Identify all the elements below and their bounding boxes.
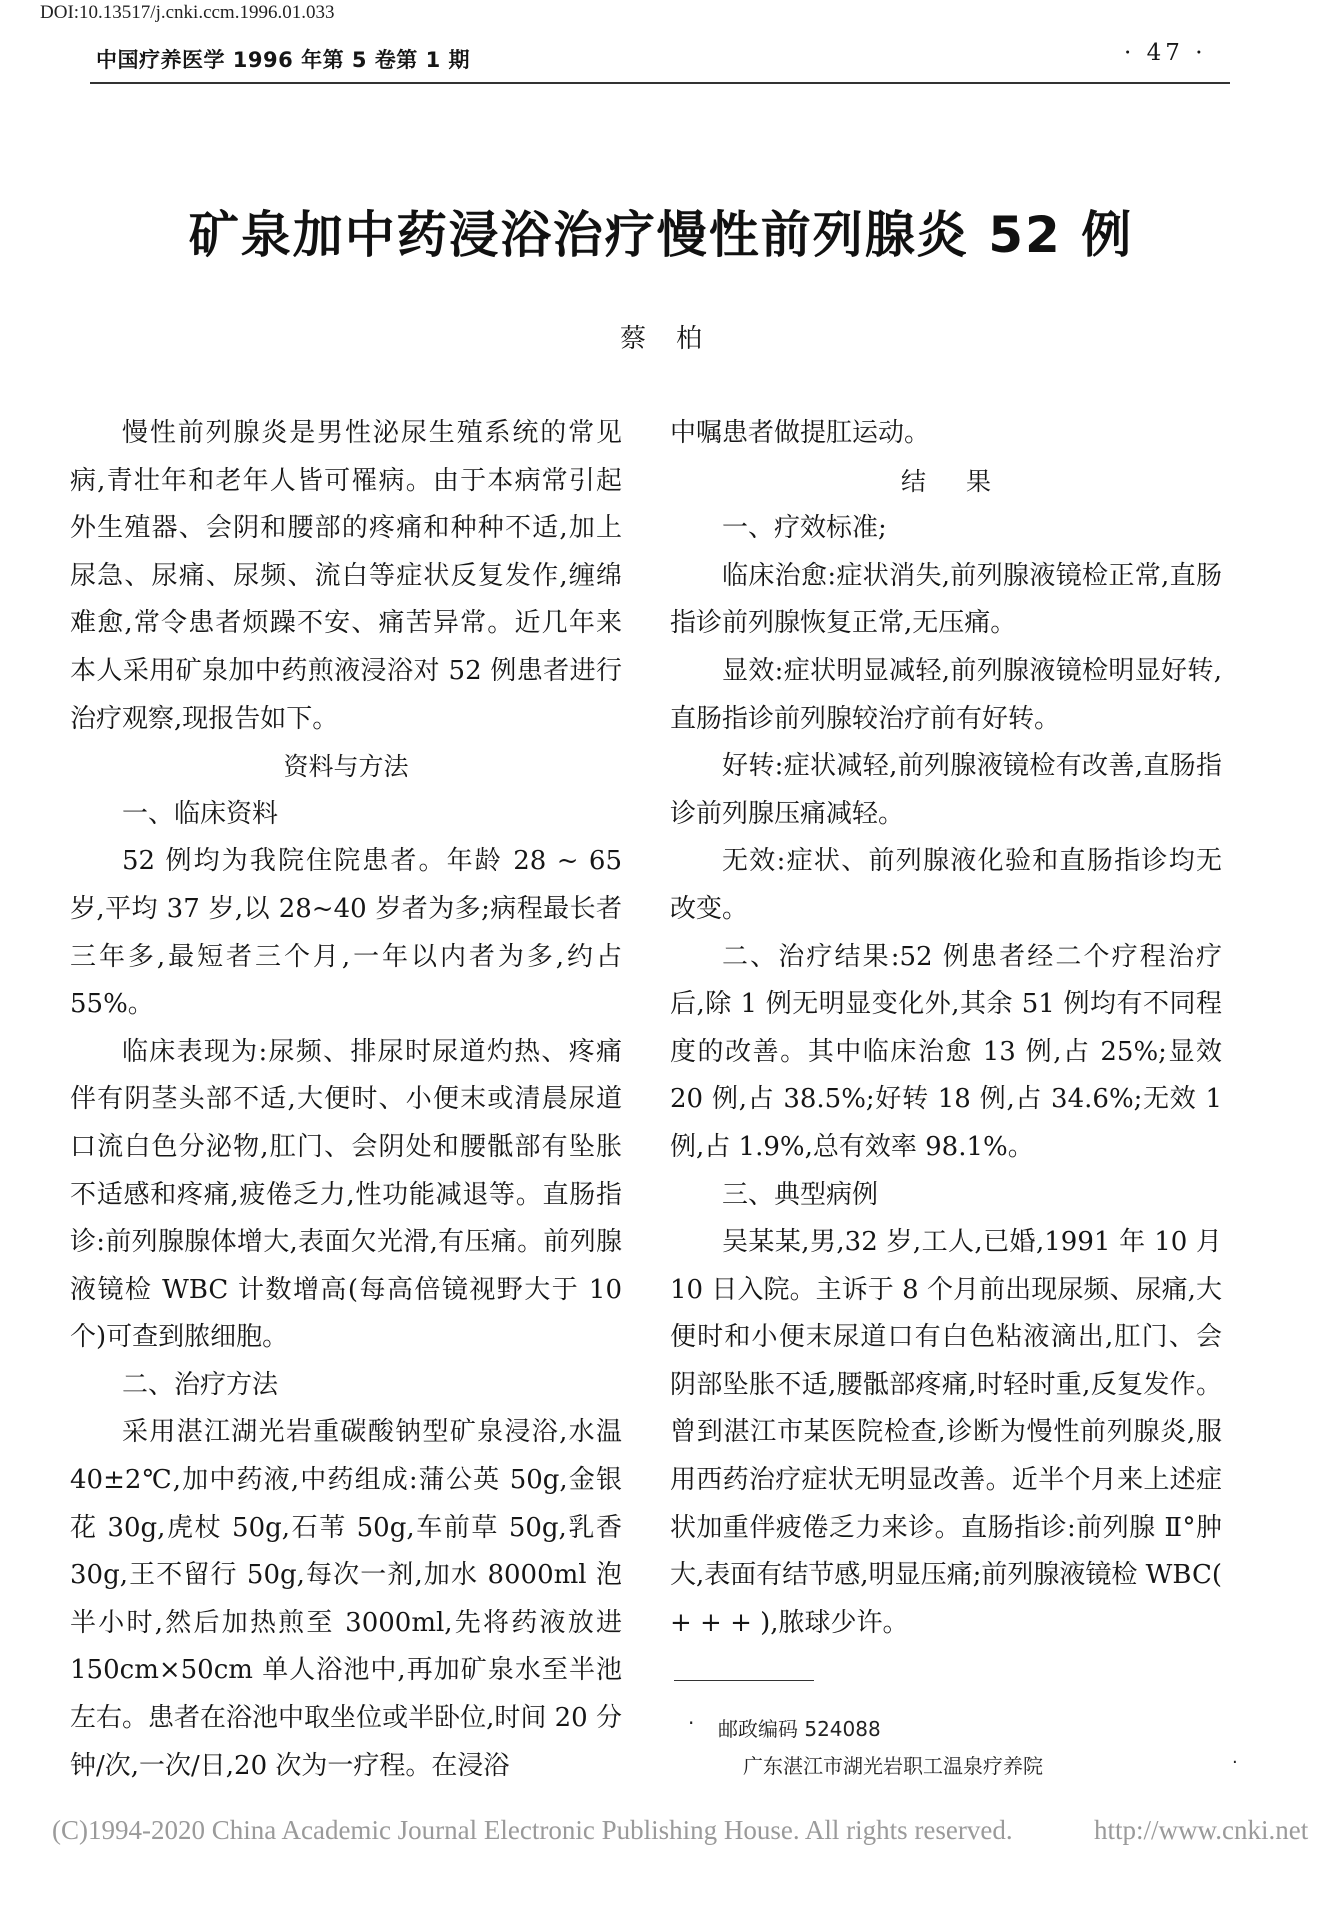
- footnote-rule: [674, 1680, 814, 1681]
- subsection-heading-clinical-data: 一、临床资料: [122, 798, 279, 829]
- cnki-url: http://www.cnki.net: [1094, 1815, 1309, 1845]
- copyright-text: (C)1994-2020 China Academic Journal Electronic Publishing House. All rights reserved.: [52, 1815, 1013, 1845]
- paragraph-typical-case: 吴某某,男,32 岁,工人,已婚,1991 年 10 月 10 日入院。主诉于 8 个月前出现尿频、尿痛,大便时和小便末尿道口有白色粘液滴出,肛门、会阴部坠胀不适,腰骶部疼痛,时轻时重,反复发作。曾到湛江市某医院检查,诊断为慢性前列腺炎,服用西药治疗症状无明显改善。近半个月来上述症状加重伴疲倦乏力来诊。直肠指诊:前列腺 Ⅱ°肿大,表面有结节感,明显压痛;前列腺液镜检 WBC( + + + ),脓球少许。: [670, 1227, 1222, 1638]
- article-author: 蔡柏: [619, 324, 732, 354]
- left-column: [70, 410, 622, 1790]
- doi-label: DOI:10.13517/j.cnki.ccm.1996.01.033: [40, 2, 335, 23]
- footnote-marker: ·: [688, 1711, 695, 1735]
- criterion-cured: 临床治愈:症状消失,前列腺液镜检正常,直肠指诊前列腺恢复正常,无压痛。: [670, 560, 1222, 639]
- criterion-ineffective: 无效:症状、前列腺液化验和直肠指诊均无改变。: [670, 846, 1222, 924]
- paragraph-patients: 52 例均为我院住院患者。年龄 28 ~ 65 岁,平均 37 岁,以 28~40 岁者为多;病程最长者三年多,最短者三个月,一年以内者为多,约占 55%。: [70, 846, 622, 1020]
- article-title: 矿泉加中药浸浴治疗慢性前列腺炎 52 例: [188, 206, 1134, 264]
- page-number: · 47 ·: [1124, 40, 1207, 66]
- paragraph-continuation: 中嘱患者做提肛运动。: [670, 418, 931, 448]
- subsection-heading-efficacy-criteria: 一、疗效标准;: [722, 513, 887, 544]
- right-column: [670, 410, 1222, 1647]
- criterion-improved: 好转:症状减轻,前列腺液镜检有改善,直肠指诊前列腺压痛减轻。: [670, 751, 1222, 829]
- criterion-marked-effect: 显效:症状明显减轻,前列腺液镜检明显好转,直肠指诊前列腺较治疗前有好转。: [670, 655, 1222, 734]
- footnote-postal-code-text: 邮政编码 524088: [718, 1717, 881, 1741]
- paragraph-clinical-presentation: 临床表现为:尿频、排尿时尿道灼热、疼痛伴有阴茎头部不适,大便时、小便末或清晨尿道口流白色分泌物,肛门、会阴处和腰骶部有坠胀不适感和疼痛,疲倦乏力,性功能减退等。直肠指诊:前列腺腺体增大,表面欠光滑,有压痛。前列腺液镜检 WBC 计数增高(每高倍镜视野大于 10 个)可查到脓细胞。: [70, 1036, 622, 1353]
- header-rule: [90, 82, 1230, 84]
- section-heading-results: 结果: [900, 466, 1031, 496]
- journal-issue-header: 中国疗养医学 1996 年第 5 卷第 1 期: [96, 48, 471, 72]
- subsection-heading-treatment-method: 二、治疗方法: [122, 1369, 279, 1400]
- section-heading-materials-methods: 资料与方法: [283, 752, 409, 782]
- footnote-postal-code: [688, 1711, 881, 1742]
- intro-paragraph: 慢性前列腺炎是男性泌尿生殖系统的常见病,青壮年和老年人皆可罹病。由于本病常引起外生殖器、会阴和腰部的疼痛和种种不适,加上尿急、尿痛、尿频、流白等症状反复发作,缠绵难愈,常令患者烦躁不安、痛苦异常。近几年来本人采用矿泉加中药煎液浸浴对 52 例患者进行治疗观察,现报告如下。: [70, 418, 622, 734]
- paragraph-treatment: 采用湛江湖光岩重碳酸钠型矿泉浸浴,水温 40±2℃,加中药液,中药组成:蒲公英 50g,金银花 30g,虎杖 50g,石苇 50g,车前草 50g,乳香 30g,王不留行 50g,每次一剂,加水 8000ml 泡半小时,然后加热煎至 3000ml,先将药液放进 150cm×50cm 单人浴池中,再加矿泉水至半池左右。患者在浴池中取坐位或半卧位,时间 20 分钟/次,一次/日,20 次为一疗程。在浸浴: [70, 1417, 622, 1781]
- stray-mark: ·: [1232, 1752, 1238, 1773]
- copyright-footer: [52, 1815, 1309, 1846]
- paragraph-treatment-results: 二、治疗结果:52 例患者经二个疗程治疗后,除 1 例无明显变化外,其余 51 例均有不同程度的改善。其中临床治愈 13 例,占 25%;显效 20 例,占 38.5%;好转 18 例,占 34.6%;无效 1 例,占 1.9%,总有效率 98.1%。: [670, 941, 1222, 1162]
- footnote-affiliation: 广东湛江市湖光岩职工温泉疗养院: [743, 1754, 1043, 1778]
- subsection-heading-typical-case: 三、典型病例: [722, 1179, 879, 1210]
